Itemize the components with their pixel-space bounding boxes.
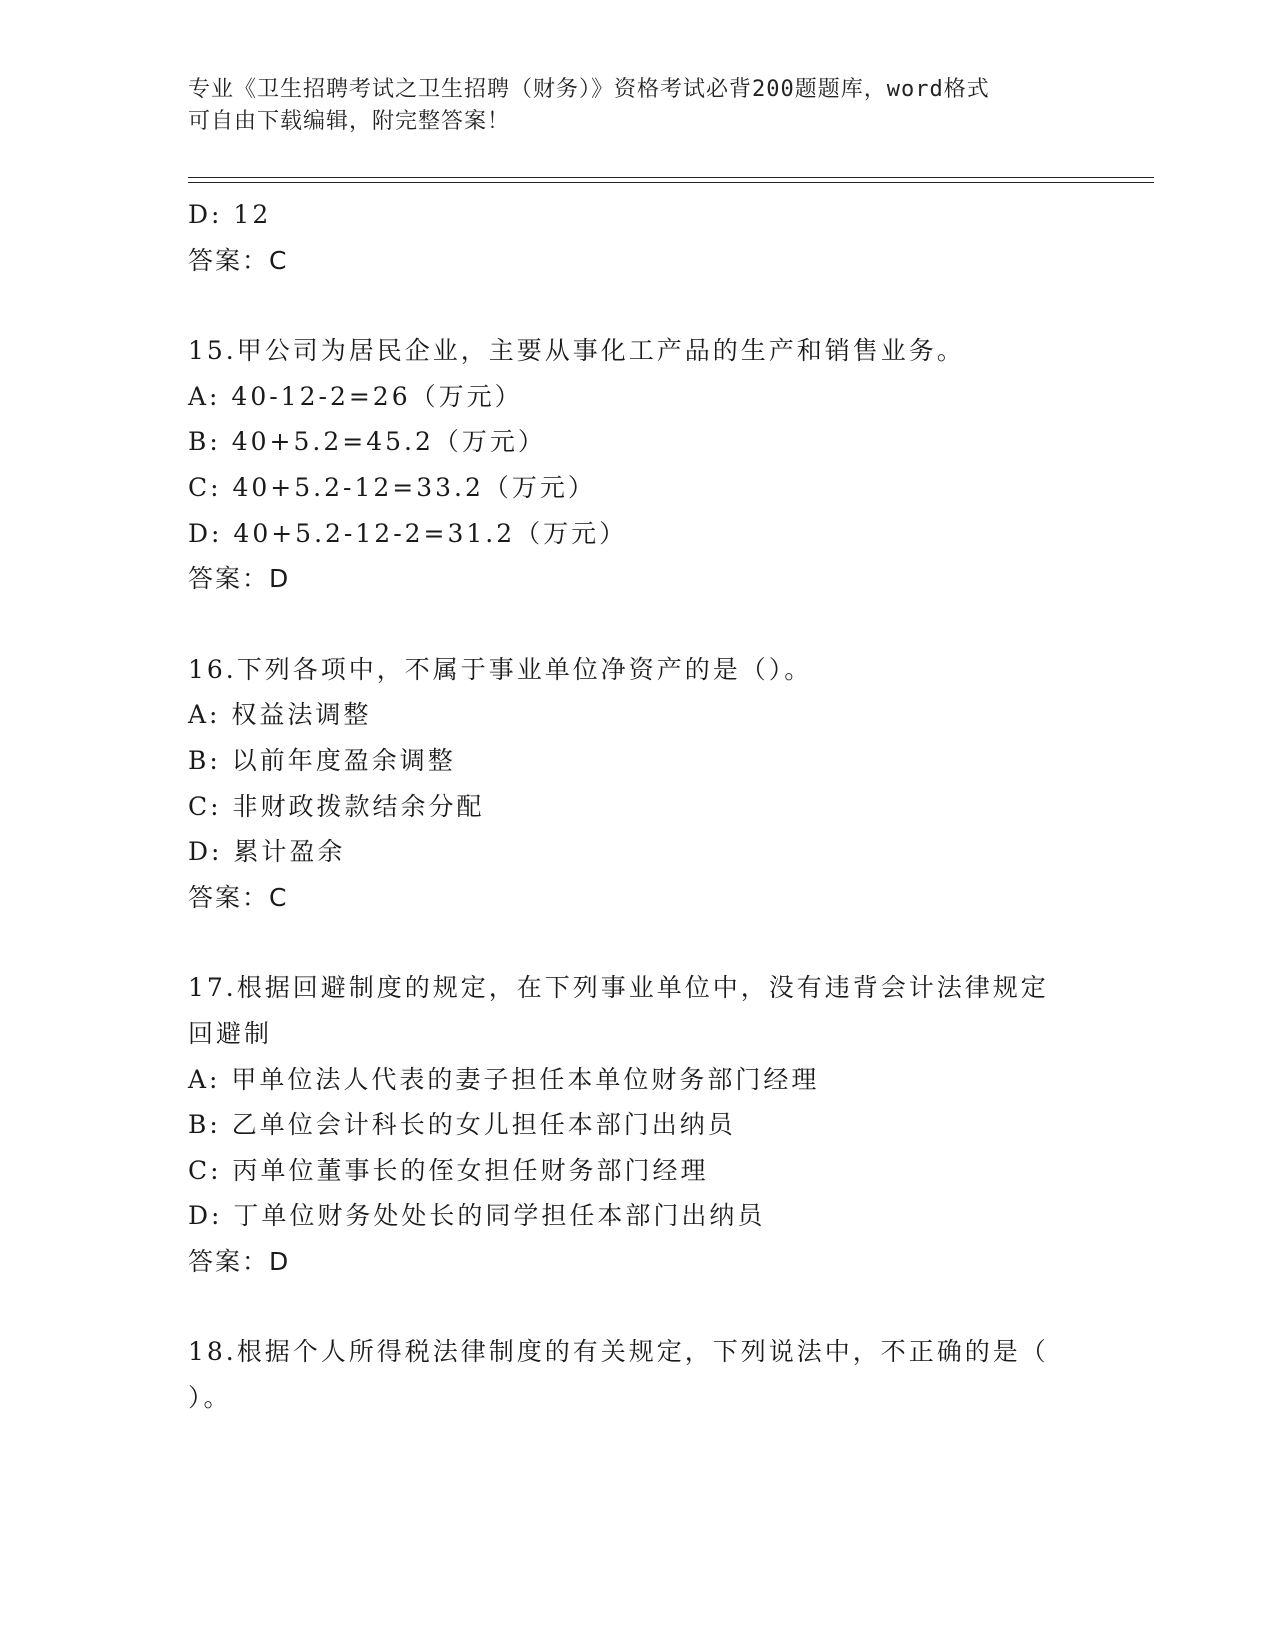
answer-line: 答案：C [188, 882, 289, 912]
option-d: D: 丁单位财务处处长的同学担任本部门出纳员 [188, 1201, 766, 1231]
header-rule-bottom [188, 182, 1154, 183]
page-header [188, 74, 1068, 138]
spacer [188, 602, 1088, 647]
question-stem-line-2: ）。 [188, 1383, 232, 1413]
header-rule-top [188, 177, 1154, 178]
option-c: C: 丙单位董事长的侄女担任财务部门经理 [188, 1155, 709, 1185]
option-a: A: 甲单位法人代表的妻子担任本单位财务部门经理 [188, 1064, 820, 1094]
question-content [188, 192, 1088, 1421]
option-d: D: 累计盈余 [188, 837, 346, 867]
answer-line: 答案：D [188, 1246, 291, 1276]
question-stem-line-1: 18.根据个人所得税法律制度的有关规定，下列说法中，不正确的是（ [188, 1337, 1049, 1367]
spacer [188, 1284, 1088, 1329]
spacer [188, 920, 1088, 965]
option-d: D: 12 [188, 200, 272, 229]
option-a: A: 权益法调整 [188, 700, 372, 730]
option-b: B: 乙单位会计科长的女儿担任本部门出纳员 [188, 1110, 736, 1140]
question-15 [188, 328, 1088, 602]
header-title-line-1: 专业《卫生招聘考试之卫生招聘（财务）》资格考试必背200题题库，word格式 [188, 77, 990, 102]
question-stem: 16.下列各项中，不属于事业单位净资产的是（）。 [188, 654, 813, 684]
option-b: B: 以前年度盈余调整 [188, 745, 456, 775]
option-b: B: 40+5.2=45.2（万元） [188, 427, 546, 457]
option-a: A: 40-12-2=26（万元） [188, 381, 523, 411]
option-d: D: 40+5.2-12-2=31.2（万元） [188, 518, 628, 548]
option-c: C: 40+5.2-12=33.2（万元） [188, 472, 596, 502]
option-c: C: 非财政拨款结余分配 [188, 791, 485, 821]
header-title-line-2: 可自由下载编辑，附完整答案！ [188, 109, 511, 134]
question-stem-line-1: 17.根据回避制度的规定，在下列事业单位中，没有违背会计法律规定 [188, 973, 1049, 1003]
question-stem: 15.甲公司为居民企业，主要从事化工产品的生产和销售业务。 [188, 336, 965, 366]
question-17 [188, 965, 1088, 1284]
spacer [188, 283, 1088, 328]
answer-line: 答案：D [188, 564, 291, 594]
question-18 [188, 1329, 1088, 1420]
question-16 [188, 647, 1088, 921]
question-stem-line-2: 回避制 [188, 1018, 273, 1048]
answer-line: 答案：C [188, 245, 289, 275]
